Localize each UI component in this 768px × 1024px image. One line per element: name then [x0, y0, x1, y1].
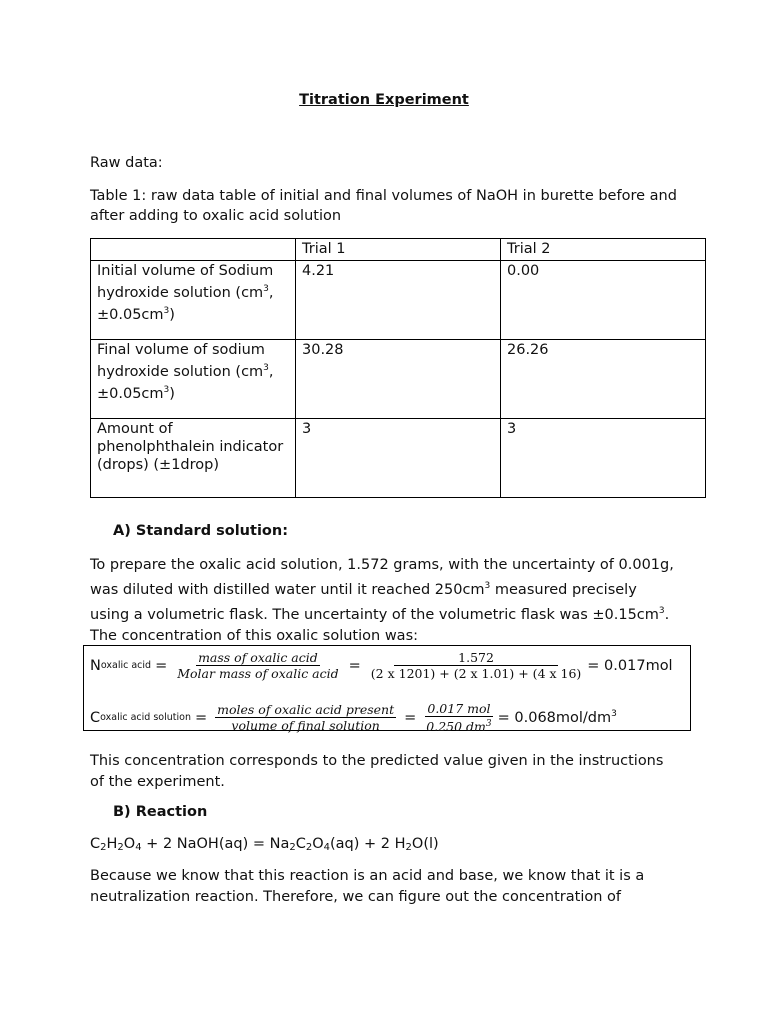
trial-1-value: 4.21 — [296, 261, 501, 340]
trial-1-value: 3 — [296, 419, 501, 498]
row-label: Final volume of sodium hydroxide solution ($cm^3$, $\pm 0.05cm^3$) — [91, 340, 296, 419]
concentration-note: This concentration corresponds to the predicted value given in the instructions of the experiment. — [90, 753, 664, 790]
formula-subscript: oxalic acid solution — [100, 712, 191, 724]
table-row — [91, 419, 706, 498]
table-row — [91, 340, 706, 419]
formula-symbol: N — [90, 657, 101, 674]
raw-data-table — [90, 238, 706, 498]
formula-subscript: oxalic acid — [100, 660, 152, 671]
section-a-heading: A) Standard solution: — [113, 523, 288, 539]
table-row — [91, 261, 706, 340]
table-header-row — [91, 239, 706, 261]
fraction: $\frac{\text{0.017 mol}}{0.250 dm^3}$ — [426, 701, 492, 735]
reaction-paragraph: Because we know that this reaction is an acid and base, we know that it is a neutralization reaction. Therefore, we can figure out the concentration of — [90, 868, 645, 905]
concentration-formula: C oxalic acid solution = $\frac{\text{moles of oxalic acid present}}{\text{volume of final solution}}$ = $\frac{\text{0.017 mol}}{0.250 dm^3}$ = $0.068mol/dm^3$ — [90, 701, 617, 735]
row-label: Amount of phenolphthalein indicator (drops) (±1drop) — [91, 419, 296, 498]
fraction: $\frac{1.572}{(2 x 1201) + (2 x 1.01) + (4 x 16)}$ — [370, 650, 582, 681]
trial-2-value: 3 — [501, 419, 706, 498]
table-header-cell: Trial 1 — [296, 239, 501, 261]
moles-formula: N oxalic acid = $\frac{\text{mass of oxalic acid}}{\text{Molar mass of oxalic acid}}$ = $\frac{1.572}{(2 x 1201) + (2 x 1.01) + (4 x 16)}$ = 0.017mol — [90, 650, 673, 681]
formula-symbol: C — [90, 709, 101, 726]
reaction-equation: C2H2O4 + 2 NaOH(aq) = Na2C2O4(aq) + 2 H2O(l) — [90, 836, 439, 853]
fraction: $\frac{\text{moles of oxalic acid present}}{\text{volume of final solution}}$ — [217, 702, 395, 734]
raw-data-label: Raw data: — [90, 155, 163, 171]
table-caption: Table 1: raw data table of initial and final volumes of NaOH in burette before and after adding to oxalic acid solution — [90, 188, 677, 224]
formula-result: = 0.017mol — [587, 657, 673, 674]
section-b-heading: B) Reaction — [113, 804, 208, 820]
trial-1-value: 30.28 — [296, 340, 501, 419]
row-label: Initial volume of Sodium hydroxide solution ($cm^3$, $\pm 0.05cm^3$) — [91, 261, 296, 340]
trial-2-value: 0.00 — [501, 261, 706, 340]
formula-result: = $0.068mol/dm^3$ — [497, 709, 617, 726]
formula-box — [83, 645, 691, 735]
table-header-cell: Trial 2 — [501, 239, 706, 261]
fraction: $\frac{\text{mass of oxalic acid}}{\text{Molar mass of oxalic acid}}$ — [177, 650, 339, 681]
trial-2-value: 26.26 — [501, 340, 706, 419]
document-title: Titration Experiment — [299, 92, 469, 108]
table-header-cell — [91, 239, 296, 261]
standard-solution-paragraph: To prepare the oxalic acid solution, 1.572 grams, with the uncertainty of 0.001g, was diluted with distilled water until it reached $250cm^3$ measured precisely using a volumetric flask. The uncertainty of the volumetric flask was $\pm 0.15cm^3$. The concentration of this oxalic solution was: — [90, 557, 674, 644]
